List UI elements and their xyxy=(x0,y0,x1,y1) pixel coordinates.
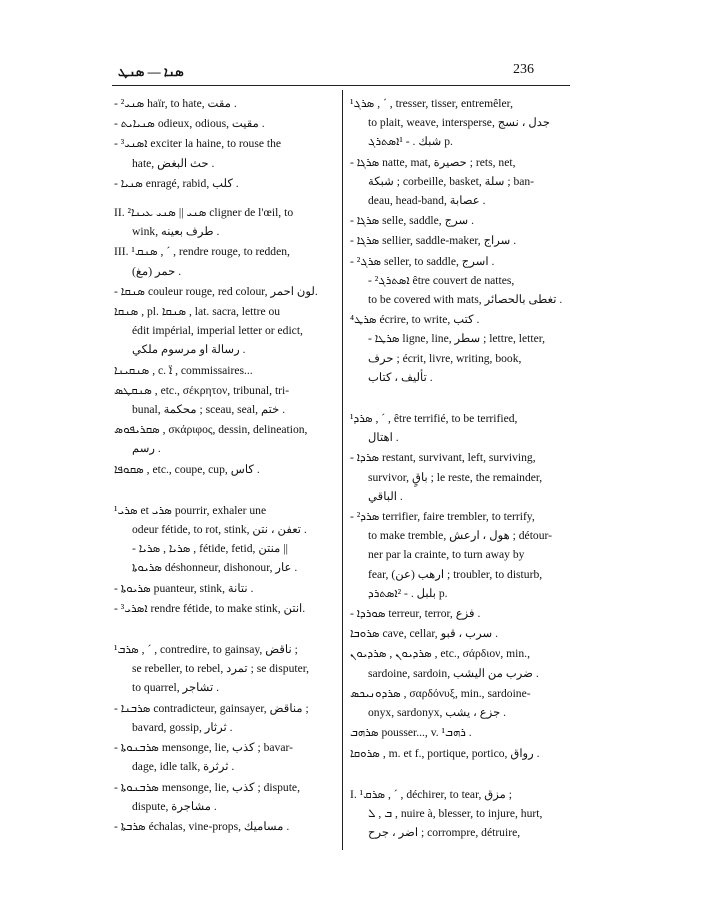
entry-line: II. ²ܣܢܝ || ܣܢܝ ܥܝܢܐ cligner de l'œil, to xyxy=(114,206,294,220)
dictionary-entry xyxy=(350,644,572,682)
entry-line: - ³ܐܣܢܝ exciter la haine, to rouse the xyxy=(114,137,282,151)
entry-line: ܣܪܕܘܢܝܟܣ , σαρδόνυξ, min., sardoine- xyxy=(350,686,531,700)
entry-line: حرف ; écrit, livre, writing, book, xyxy=(368,351,522,365)
entry-line: sardoine, sardoin, ضرب من اليشب . xyxy=(368,666,539,680)
entry-line: - ܣܢܩܐ couleur rouge, red colour, لون احمر. xyxy=(114,284,318,298)
entry-line: - ܣܪܓܐ sellier, saddle-maker, سراج . xyxy=(350,234,517,248)
entry-line: - ²ܣܢܝ haïr, to hate, مقت . xyxy=(114,97,237,110)
entry-line: deau, head-band, عصابة . xyxy=(368,194,486,208)
entry-line: ܣܪܕܝܘܢ , ܣܪܕܝܘܢ , etc., σάρδιον, min., xyxy=(350,647,530,661)
entry-line: ܣܢܩܛܣ , etc., σέκρητον, tribunal, tri- xyxy=(114,383,290,397)
dictionary-entry xyxy=(114,134,338,172)
entry-line: ܣܩܘܦܐ , etc., coupe, cup, كاس . xyxy=(114,462,260,476)
entry-line: - ܣܪܓܐ selle, saddle, سرج . xyxy=(350,214,474,228)
entry-line: to be covered with mats, تغطى بالحصائر . xyxy=(368,293,563,307)
entry-line: بلبل . - ²ܐܣܬܪܕ p. xyxy=(368,586,448,600)
entry-line: ܣܪܗܒ pousser..., v. ¹ܪܗܒ . xyxy=(350,726,472,740)
entry-line: bavard, gossip, ثرثار . xyxy=(132,720,233,734)
dictionary-entry xyxy=(114,174,338,193)
dictionary-entry xyxy=(350,231,572,250)
entry-line: ⁴ܣܪܛ écrire, to write, كتب . xyxy=(350,313,480,327)
dictionary-entry xyxy=(114,114,338,133)
entry-line: - ²ܣܪܓ seller, to saddle, اسرج . xyxy=(350,254,495,268)
entry-line: I. ¹ܣܪܩ , ´ , déchirer, to tear, مزق ; xyxy=(350,787,513,801)
dictionary-entry xyxy=(350,310,572,387)
dictionary-entry xyxy=(114,420,338,458)
entry-line: ܒ , ܠ , nuire à, blesser, to injure, hurt, xyxy=(368,806,543,820)
entry-line: - ܣܢܝܐܝܬ odieux, odious, مقيت . xyxy=(114,117,265,131)
dictionary-entry xyxy=(350,785,572,843)
dictionary-entry xyxy=(350,744,572,763)
dictionary-entry xyxy=(114,817,338,836)
dictionary-entry xyxy=(114,460,338,479)
entry-line: - ܣܪܕܐ restant, survivant, left, surviving, xyxy=(350,451,536,465)
dictionary-entry xyxy=(350,211,572,230)
dictionary-entry xyxy=(114,361,338,380)
dictionary-entry xyxy=(114,599,338,618)
entry-line: - ܣܢܝܐ enragé, rabid, كلب . xyxy=(114,176,239,190)
entry-line: se rebeller, to rebel, تمرد ; se disputer, xyxy=(132,662,310,676)
entry-line: رسم . xyxy=(132,442,161,456)
entry-line: - ܣܪܛܐ ligne, line, سطر ; lettre, letter, xyxy=(368,332,546,346)
entry-line: - ²ܐܣܬܪܓ être couvert de nattes, xyxy=(368,273,515,287)
entry-line: رسالة او مرسوم ملكي . xyxy=(132,343,246,357)
entry-line: اضر ، جرح ; corrompre, détruire, xyxy=(368,826,521,840)
dictionary-entry xyxy=(114,203,338,241)
entry-line: ner par la crainte, to turn away by xyxy=(368,548,525,562)
entry-line: dage, idle talk, ثرثرة . xyxy=(132,760,235,774)
entry-line: ܣܪܘܩܐ , m. et f., portique, portico, رواق . xyxy=(350,746,540,760)
entry-line: اهتال . xyxy=(368,431,399,445)
entry-line: - ܣܪܒܬܐ échalas, vine-props, مساميك . xyxy=(114,819,290,833)
entry-line: ¹ܣܪܕ , ´ , être terrifié, to be terrified, xyxy=(350,412,518,426)
entry-line: ܣܢܩܝܢܐ , c. ܐ̈ , commissaires... xyxy=(114,363,253,377)
entry-line: édit impérial, imperial letter or edict, xyxy=(132,324,303,338)
entry-line: - ܣܪܝܘܬܐ puanteur, stink, نتانة . xyxy=(114,581,254,595)
entry-line: الباقي . xyxy=(368,489,403,503)
column-divider xyxy=(342,90,343,850)
entry-line: odeur fétide, to rot, stink, تعفن ، نتن . xyxy=(132,523,307,537)
entry-line: شبك . - ¹ܐܣܬܪܓ p. xyxy=(368,135,453,149)
entry-line: - ܣܪܝܐ , ܣܪܝܐ , fétide, fetid, منتن || xyxy=(132,542,288,556)
entry-line: ܣܢܩܐ , pl. ܣܢܩܐ , lat. sacra, lettre ou xyxy=(114,305,281,319)
dictionary-entry xyxy=(350,448,572,506)
entry-line: wink, طرف بعينه . xyxy=(132,225,220,239)
entry-line: - ²ܣܪܕ terrifier, faire trembler, to terrify, xyxy=(350,510,535,524)
dictionary-entry xyxy=(114,778,338,816)
entry-line: ܣܪܝܘܬܐ déshonneur, dishonour, عار . xyxy=(132,561,298,575)
dictionary-entry xyxy=(350,624,572,643)
entry-line: III. ¹ܣܢܩ , ´ , rendre rouge, to redden, xyxy=(114,245,290,259)
entry-line: شبكة ; corbeille, basket, سلة ; ban- xyxy=(368,174,535,188)
entry-line: - ܣܪܒܢܘܬܐ mensonge, lie, كذب ; bavar- xyxy=(114,741,293,755)
dictionary-entry xyxy=(114,381,338,419)
dictionary-entry xyxy=(114,579,338,598)
dictionary-entry xyxy=(350,604,572,623)
entry-line: to plait, weave, intersperse, جدل ، نسج xyxy=(368,116,551,130)
left-column xyxy=(114,94,338,837)
entry-line: - ܣܪܒܢܐ contradicteur, gainsayer, مناقض ; xyxy=(114,701,309,715)
dictionary-entry xyxy=(350,684,572,722)
entry-line: ܣܪܘܒܐ cave, cellar, سرب ، قبو . xyxy=(350,627,498,641)
entry-line: to quarrel, تشاجر . xyxy=(132,681,220,695)
entry-line: hate, حث البغض . xyxy=(132,156,215,170)
dictionary-entry xyxy=(350,252,572,310)
entry-line: ¹ܣܪܝ et ܣܪܝ pourrir, exhaler une xyxy=(114,503,267,517)
entry-line: ¹ܣܪܒ , ´ , contredire, to gainsay, ناقض ; xyxy=(114,643,298,657)
entry-line: - ³ܐܣܪܝ rendre fétide, to make stink, انتن. xyxy=(114,601,306,615)
dictionary-entry xyxy=(350,723,572,742)
dictionary-entry xyxy=(114,699,338,737)
dictionary-entry xyxy=(114,302,338,360)
right-column xyxy=(350,94,572,843)
entry-line: - ܣܪܓܐ natte, mat, حصيرة ; rets, net, xyxy=(350,155,516,169)
entry-line: ܣܩܪܝܦܘܣ , σκάριφος, dessin, delineation, xyxy=(114,423,308,437)
dictionary-entry xyxy=(350,409,572,447)
dictionary-entry xyxy=(350,153,572,211)
entry-line: bunal, محكمة ; sceau, seal, ختم . xyxy=(132,403,286,417)
dictionary-entry xyxy=(114,94,338,113)
header-rule xyxy=(112,85,570,86)
dictionary-entry xyxy=(114,501,338,578)
dictionary-entry xyxy=(350,94,572,152)
page-number: 236 xyxy=(513,62,534,77)
entry-line: تأليف ، كتاب . xyxy=(368,370,433,384)
entry-line: - ܣܘܪܕܐ terreur, terror, فزع . xyxy=(350,607,481,621)
entry-line: - ܣܪܒܢܘܬܐ mensonge, lie, كذب ; dispute, xyxy=(114,780,300,794)
entry-line: (مغ) حمر . xyxy=(132,264,182,278)
entry-line: onyx, sardonyx, جزع ، يشب . xyxy=(368,706,507,720)
entry-line: fear, (عن) ارهب ; troubler, to disturb, xyxy=(368,567,543,581)
entry-line: ¹ܣܪܓ , ´ , tresser, tisser, entremêler, xyxy=(350,97,513,110)
entry-line: survivor, باقٍ ; le reste, the remainder, xyxy=(368,470,543,484)
dictionary-entry xyxy=(114,738,338,776)
running-header: ܣܢܐ — ܣܢܛ xyxy=(118,64,184,79)
dictionary-entry xyxy=(350,507,572,603)
dictionary-entry xyxy=(114,282,338,301)
dictionary-entry xyxy=(114,640,338,698)
dictionary-entry xyxy=(114,242,338,280)
entry-line: dispute, مشاجرة . xyxy=(132,799,217,813)
entry-line: to make tremble, هول ، ارعش ; détour- xyxy=(368,529,552,543)
